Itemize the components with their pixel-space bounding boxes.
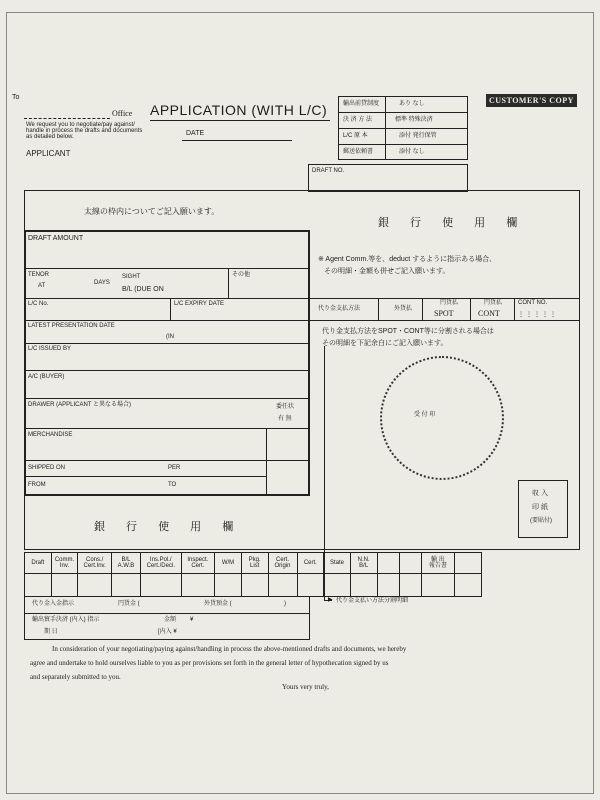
per-label: PER bbox=[168, 465, 181, 471]
yen-mark: ¥ bbox=[190, 617, 194, 623]
at-label: AT bbox=[38, 283, 46, 289]
split-note-1: 代り金支払方法をSPOT・CONT等に分割される場合は bbox=[322, 328, 494, 335]
to-label: To bbox=[12, 94, 20, 101]
proceeds-label: 代り金入金指示 bbox=[32, 601, 75, 607]
doc-column-header: State bbox=[324, 553, 351, 574]
revenue-stamp-1: 収 入 bbox=[532, 490, 548, 497]
option-label: 決 済 方 法 bbox=[343, 117, 373, 123]
doc-column-cell bbox=[350, 574, 377, 597]
settlement-method-label: 代り金支払方法 bbox=[318, 306, 361, 312]
yen-payment-label-1: 円貨払 bbox=[440, 300, 459, 306]
doc-column-header: W/M bbox=[215, 553, 242, 574]
title-underline bbox=[150, 120, 330, 121]
request-note-3: as detailed below. bbox=[26, 134, 74, 140]
lc-no-label: L/C No. bbox=[28, 301, 49, 307]
doc-column-header: Pkg. List bbox=[241, 553, 268, 574]
yen-payment-label-2: 円貨払 bbox=[484, 300, 503, 306]
doc-column-cell bbox=[181, 574, 215, 597]
doc-column-header: Cert. Origin bbox=[268, 553, 297, 574]
date-line bbox=[182, 140, 292, 141]
declaration-line-3: and separately submitted to you. bbox=[30, 673, 121, 681]
days-label: DAYS bbox=[94, 280, 110, 286]
doc-column-header bbox=[399, 553, 421, 574]
form-title: APPLICATION (WITH L/C) bbox=[150, 102, 328, 118]
doc-column-cell bbox=[324, 574, 351, 597]
doc-column-cell bbox=[78, 574, 112, 597]
doc-column-cell bbox=[25, 574, 52, 597]
cont-no-label: CONT NO. bbox=[518, 300, 548, 306]
consignment-label: 委任状 bbox=[276, 404, 295, 410]
applicant-label: APPLICANT bbox=[26, 149, 71, 158]
sight-label: SIGHT bbox=[122, 274, 141, 280]
option-label: 郵送依頼書 bbox=[343, 149, 374, 155]
lc-expiry-label: L/C EXPIRY DATE bbox=[174, 301, 225, 307]
instruction-text: 太線の枠内についてご記入願います。 bbox=[84, 207, 220, 216]
option-values: あり なし bbox=[399, 101, 425, 107]
customer-copy-stamp: CUSTOMER'S COPY bbox=[486, 94, 577, 107]
request-note-1: We request you to negotiate/pay against/ bbox=[26, 122, 135, 128]
bl-due-on-label: B/L (DUE ON bbox=[122, 286, 164, 293]
declaration bbox=[30, 642, 570, 684]
revenue-stamp-3: (要貼付) bbox=[530, 518, 552, 524]
consignment-yn: 有 無 bbox=[278, 416, 292, 422]
other-label: その他 bbox=[232, 272, 251, 278]
closing: Yours very truly, bbox=[282, 683, 329, 691]
doc-column-header: Cons./ Cert.Inv. bbox=[78, 553, 112, 574]
split-detail-arrow: ▶ bbox=[328, 597, 333, 603]
drawer-label: DRAWER (APPLICANT と異なる場合) bbox=[28, 402, 132, 408]
split-note-2: その明細を下記余白にご記入願います。 bbox=[322, 340, 448, 347]
doc-column-cell bbox=[377, 574, 399, 597]
doc-column-cell bbox=[268, 574, 297, 597]
tenor-label: TENOR bbox=[28, 272, 49, 278]
documents-table bbox=[24, 552, 482, 597]
shipped-on-label: SHIPPED ON bbox=[28, 465, 66, 471]
doc-column-header: Ins.Pol./ Cert./Decl. bbox=[140, 553, 181, 574]
agent-note-1: ※ Agent Comm.等を、deduct するように指示ある場合、 bbox=[318, 256, 497, 263]
doc-column-header: B/L A.W.B bbox=[111, 553, 140, 574]
option-values: 添付 発行保管 bbox=[399, 133, 437, 139]
doc-column-header: Draft bbox=[25, 553, 52, 574]
option-values: 添付 なし bbox=[399, 149, 425, 155]
option-values: 標準 特殊決済 bbox=[395, 117, 433, 123]
agent-note-2: その明細・金額も併せご記入願います。 bbox=[324, 268, 450, 275]
customer-entry-box bbox=[24, 230, 310, 496]
merchandise-label: MERCHANDISE bbox=[28, 432, 73, 438]
draft-amount-label: DRAFT AMOUNT bbox=[28, 235, 84, 242]
doc-column-header: 輸 出 報告書 bbox=[421, 553, 455, 574]
in-label: (IN bbox=[166, 334, 174, 340]
latest-presentation-label: LATEST PRESENTATION DATE bbox=[28, 323, 115, 329]
receipt-stamp-circle bbox=[380, 356, 504, 480]
doc-column-header: N.N. B/L bbox=[350, 553, 377, 574]
doc-column-cell bbox=[51, 574, 78, 597]
draft-no-label: DRAFT NO. bbox=[312, 168, 345, 174]
partial-label: [内入 ¥ bbox=[158, 629, 177, 635]
cont-label: CONT bbox=[478, 309, 500, 318]
options-table bbox=[338, 96, 468, 160]
office-label: Office bbox=[112, 109, 133, 118]
doc-column-header bbox=[455, 553, 482, 574]
doc-column-header: Comm. Inv. bbox=[51, 553, 78, 574]
bank-use-heading-lower: 銀 行 使 用 欄 bbox=[94, 521, 243, 533]
yen-amount-label: 円貨金 ( bbox=[118, 601, 140, 607]
due-label: 期 日 bbox=[44, 629, 58, 635]
doc-column-cell bbox=[140, 574, 181, 597]
to-line bbox=[24, 118, 110, 119]
doc-column-cell bbox=[399, 574, 421, 597]
receipt-stamp-label: 受 付 印 bbox=[414, 412, 436, 418]
doc-column-cell bbox=[455, 574, 482, 597]
declaration-line-1: In consideration of your negotiating/paying against/handling in process the above-mentioned drafts and documents, we hereby bbox=[52, 645, 407, 653]
bottom-instructions-box bbox=[24, 596, 310, 640]
ac-buyer-label: A/C (BUYER) bbox=[28, 374, 65, 380]
doc-column-cell bbox=[241, 574, 268, 597]
revenue-stamp-2: 印 紙 bbox=[532, 504, 548, 511]
option-label: 輸出前貸制度 bbox=[343, 101, 380, 107]
amount-label: 金額 bbox=[164, 617, 177, 623]
foreign-currency-label: 外貨払 bbox=[394, 306, 413, 312]
doc-column-header: Cert. bbox=[297, 553, 324, 574]
doc-column-header bbox=[377, 553, 399, 574]
cont-no-dots: ⋮⋮⋮⋮⋮ bbox=[518, 312, 558, 318]
fx-amount-label: 外貨預金 ( bbox=[204, 601, 232, 607]
export-loan-label: 輸出貿手決済 (内入) 指示 bbox=[32, 617, 100, 623]
doc-column-header: Inspect. Cert. bbox=[181, 553, 215, 574]
option-label: L/C 原 本 bbox=[343, 133, 368, 139]
bank-use-heading: 銀 行 使 用 欄 bbox=[378, 217, 527, 229]
fx-amount-close: ) bbox=[284, 601, 286, 607]
lc-issued-by-label: L/C ISSUED BY bbox=[28, 346, 72, 352]
to-ship-label: TO bbox=[168, 482, 177, 488]
declaration-line-2: agree and undertake to hold ourselves liable to you as per provisions set forth in the general letter of hypothecation signed by us bbox=[30, 659, 389, 667]
split-detail-label: 代り金支払い方法分割明細 bbox=[336, 598, 409, 604]
doc-column-cell bbox=[297, 574, 324, 597]
spot-label: SPOT bbox=[434, 309, 454, 318]
doc-column-cell bbox=[215, 574, 242, 597]
doc-column-cell bbox=[421, 574, 455, 597]
doc-column-cell bbox=[111, 574, 140, 597]
request-note-2: handle in process the drafts and documents bbox=[26, 128, 143, 134]
from-label: FROM bbox=[28, 482, 46, 488]
date-label: DATE bbox=[186, 130, 205, 137]
